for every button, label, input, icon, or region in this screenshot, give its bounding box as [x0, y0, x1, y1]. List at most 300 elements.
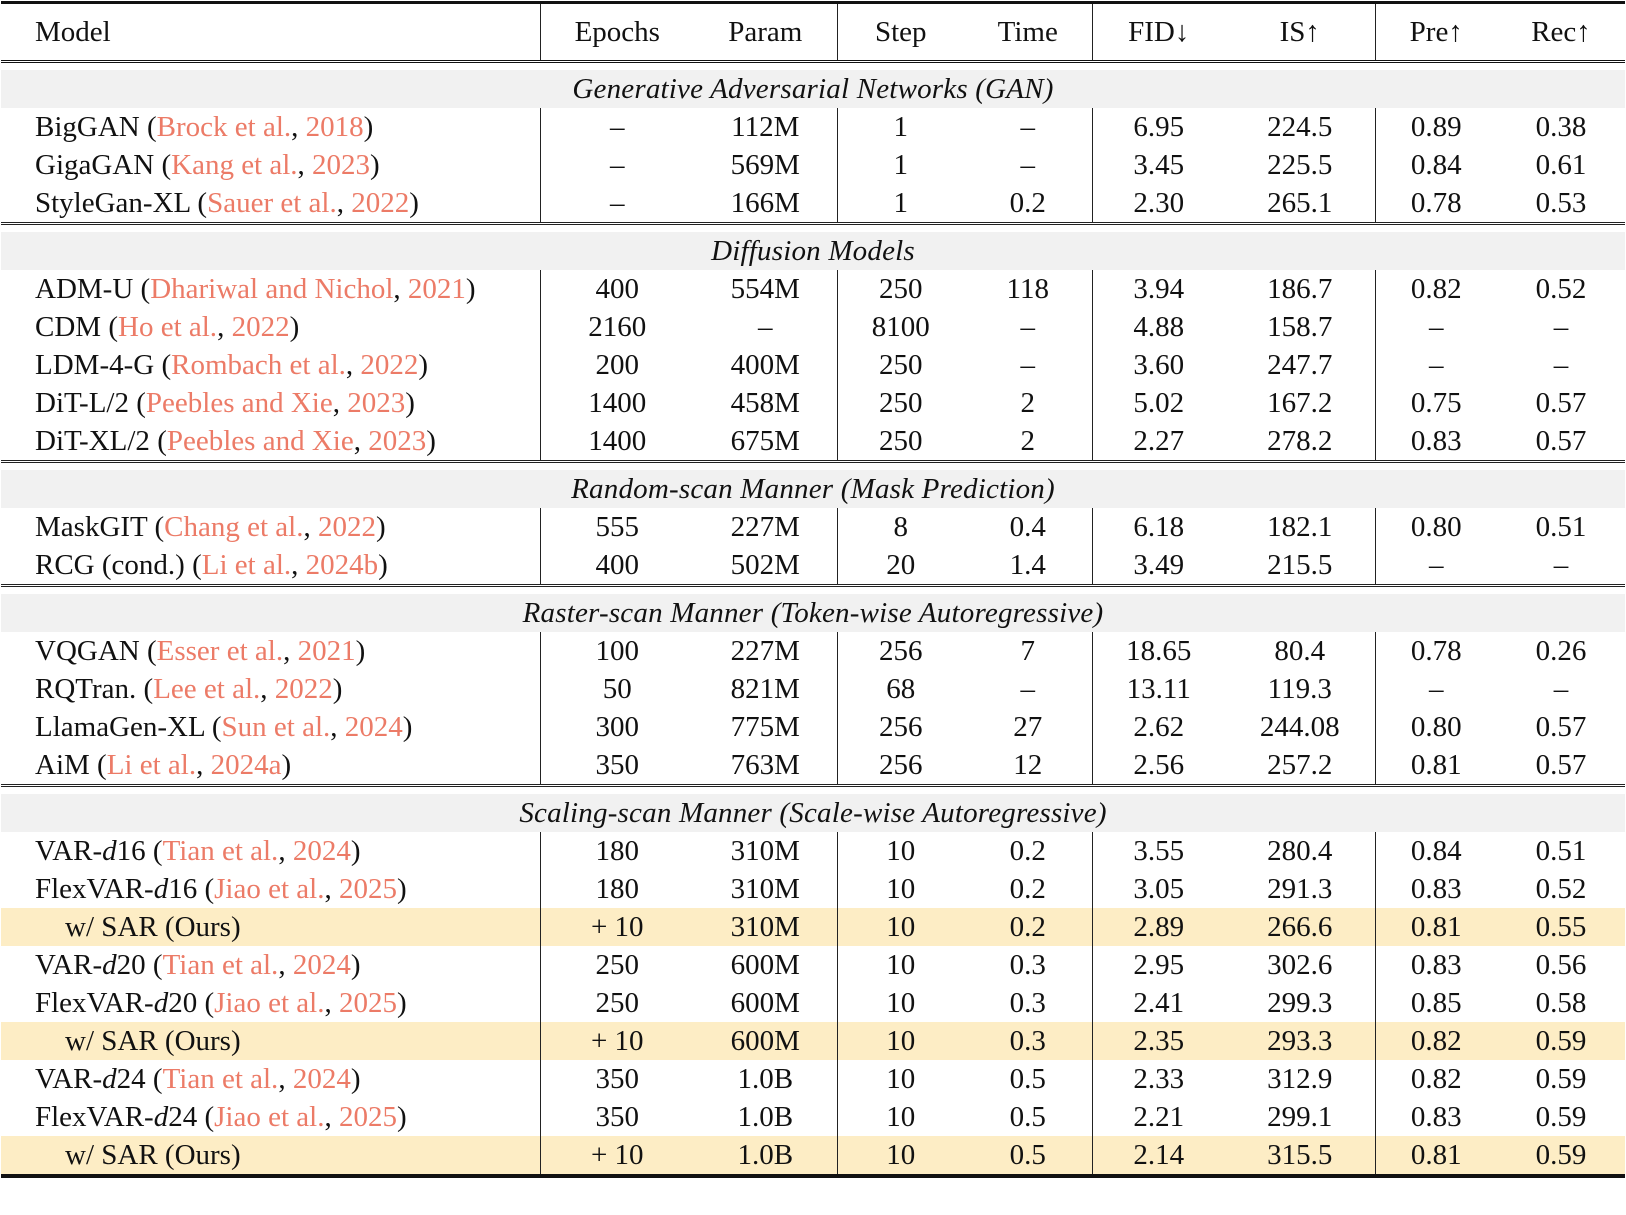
model-depth-value: 20: [168, 987, 198, 1019]
time-cell: 118: [1006, 273, 1049, 305]
step-cell: 250: [837, 346, 964, 384]
model-depth-symbol: d: [102, 835, 117, 867]
step-cell: 1: [837, 108, 964, 146]
citation-year-link[interactable]: 2022: [360, 349, 419, 381]
epochs-cell: –: [540, 108, 694, 146]
epochs-cell: 2160: [540, 308, 694, 346]
pre-cell: 0.80: [1375, 508, 1497, 546]
param-cell: –: [758, 311, 773, 343]
rec-cell: –: [1553, 673, 1569, 705]
table-row: [1, 146, 1625, 184]
model-name: ADM-U: [35, 273, 134, 305]
table-row: [1, 184, 1625, 224]
citation-author-link[interactable]: Sauer et al.: [207, 187, 337, 219]
epochs-cell: 250: [540, 984, 694, 1022]
column-header-epochs: Epochs: [540, 3, 694, 62]
is-cell: 247.7: [1267, 349, 1333, 381]
section-header: [1, 70, 1625, 108]
step-cell: 8100: [837, 308, 964, 346]
citation-author-link[interactable]: Ho et al.: [118, 311, 218, 343]
fid-cell: 13.11: [1092, 670, 1225, 708]
param-cell: 569M: [730, 149, 800, 181]
step-cell: 10: [837, 908, 964, 946]
rec-cell: 0.61: [1535, 149, 1587, 181]
rec-cell: 0.38: [1535, 111, 1587, 143]
epochs-cell: + 10: [540, 1136, 694, 1176]
param-cell: 675M: [694, 422, 837, 462]
table-row: [1, 870, 1625, 908]
model-cell: ADM-U (Dhariwal and Nichol, 2021): [35, 273, 476, 305]
citation-year-link[interactable]: 2024: [292, 949, 351, 981]
column-header-is: IS↑: [1225, 3, 1375, 62]
param-cell: 458M: [730, 387, 800, 419]
pre-cell: 0.83: [1375, 1098, 1497, 1136]
step-cell: 256: [837, 632, 964, 670]
rec-cell: –: [1497, 546, 1625, 586]
step-cell: 10: [837, 870, 964, 908]
table-row: [1, 1098, 1625, 1136]
rec-cell: 0.57: [1535, 711, 1587, 743]
param-cell: 166M: [694, 184, 837, 224]
pre-cell: 0.83: [1375, 422, 1497, 462]
model-depth-symbol: d: [153, 873, 169, 905]
is-cell: 224.5: [1267, 111, 1333, 143]
citation-year-link[interactable]: 2023: [312, 149, 371, 181]
is-cell: 186.7: [1267, 273, 1333, 305]
model-name: DiT-XL/2: [35, 425, 150, 457]
table-row: [1, 746, 1625, 786]
citation-author-link[interactable]: Jiao et al.: [214, 987, 325, 1019]
section-title: Random-scan Manner (Mask Prediction): [1, 470, 1625, 508]
fid-cell: 3.94: [1092, 270, 1225, 308]
section-header: [1, 794, 1625, 832]
epochs-cell: 180: [540, 870, 694, 908]
param-cell: 112M: [731, 111, 800, 143]
table-row: [1, 546, 1625, 586]
is-cell: 278.2: [1225, 422, 1375, 462]
model-depth-symbol: d: [102, 949, 117, 981]
model-name: w/ SAR (Ours): [65, 911, 241, 943]
epochs-cell: 350: [540, 746, 694, 786]
fid-cell: 2.21: [1092, 1098, 1225, 1136]
citation-author-link[interactable]: Jiao et al.: [214, 1101, 325, 1133]
fid-cell: 2.56: [1092, 746, 1225, 786]
model-name: FlexVAR-: [35, 873, 154, 905]
model-cell: VQGAN (Esser et al., 2021): [35, 635, 366, 667]
citation-author-link[interactable]: Tian et al.: [162, 835, 279, 867]
step-cell: 1: [837, 146, 964, 184]
is-cell: 299.3: [1267, 987, 1333, 1019]
fid-cell: 3.49: [1092, 546, 1225, 586]
param-cell: 600M: [694, 1022, 837, 1060]
pre-cell: 0.83: [1375, 870, 1497, 908]
citation-year-link[interactable]: 2024a: [210, 749, 282, 781]
citation-author-link[interactable]: Chang et al.: [164, 511, 304, 543]
param-cell: 502M: [694, 546, 837, 586]
time-cell: 0.2: [964, 908, 1092, 946]
citation-author-link[interactable]: Lee et al.: [153, 673, 261, 705]
model-name: AiM: [35, 749, 90, 781]
is-cell: 119.3: [1267, 673, 1332, 705]
model-name: RCG (cond.): [35, 549, 185, 581]
section-header: [1, 594, 1625, 632]
model-name: CDM: [35, 311, 102, 343]
time-cell: 0.3: [1009, 949, 1046, 981]
citation-author-link[interactable]: Tian et al.: [162, 1063, 279, 1095]
section-title: Diffusion Models: [1, 232, 1625, 270]
model-depth-symbol: d: [102, 1063, 117, 1095]
param-cell: 821M: [730, 673, 800, 705]
step-cell: 256: [837, 746, 964, 786]
is-cell: 299.1: [1267, 1101, 1333, 1133]
pre-cell: 0.84: [1375, 832, 1497, 870]
model-name: FlexVAR-: [35, 1101, 154, 1133]
model-depth-value: 16: [116, 835, 146, 867]
citation-author-link[interactable]: Li et al.: [106, 749, 197, 781]
is-cell: 158.7: [1267, 311, 1333, 343]
step-cell: 250: [837, 270, 964, 308]
model-name: LlamaGen-XL: [35, 711, 205, 743]
step-cell: 256: [837, 708, 964, 746]
model-cell: DiT-L/2 (Peebles and Xie, 2023): [35, 387, 415, 419]
model-cell: CDM (Ho et al., 2022): [35, 311, 300, 343]
rec-cell: 0.59: [1535, 1101, 1587, 1133]
model-name: VQGAN: [35, 635, 140, 667]
model-depth-value: 16: [168, 873, 198, 905]
pre-cell: 0.82: [1375, 1022, 1497, 1060]
model-cell: VAR-d20 (Tian et al., 2024): [35, 949, 361, 981]
table-header: [1, 3, 1625, 62]
column-header-pre: Pre↑: [1375, 3, 1497, 62]
table-row: [1, 832, 1625, 870]
step-cell: 20: [837, 546, 964, 586]
epochs-cell: –: [540, 184, 694, 224]
epochs-cell: –: [540, 146, 694, 184]
is-cell: 315.5: [1225, 1136, 1375, 1176]
epochs-cell: 50: [540, 670, 694, 708]
fid-cell: 2.95: [1092, 946, 1225, 984]
is-cell: 225.5: [1267, 149, 1333, 181]
model-name: StyleGan-XL: [35, 187, 191, 219]
param-cell: 554M: [730, 273, 800, 305]
section-header: [1, 232, 1625, 270]
table-row: [1, 946, 1625, 984]
model-cell: VAR-d16 (Tian et al., 2024): [35, 835, 361, 867]
pre-cell: 0.78: [1375, 632, 1497, 670]
time-cell: 0.5: [964, 1136, 1092, 1176]
pre-cell: 0.82: [1375, 1060, 1497, 1098]
param-cell: 1.0B: [694, 1136, 837, 1176]
citation-year-link[interactable]: 2022: [274, 673, 333, 705]
step-cell: 10: [837, 1136, 964, 1176]
pre-cell: –: [1375, 346, 1497, 384]
table-row-ours: [1, 1136, 1625, 1176]
time-cell: 0.4: [1009, 511, 1046, 543]
citation-year-link[interactable]: 2022: [317, 511, 376, 543]
time-cell: –: [1020, 311, 1035, 343]
table-row: [1, 270, 1625, 308]
table-row: [1, 708, 1625, 746]
citation-author-link[interactable]: Brock et al.: [156, 111, 292, 143]
is-cell: 182.1: [1267, 511, 1333, 543]
fid-cell: 6.95: [1092, 108, 1225, 146]
column-header-model: Model: [1, 3, 540, 62]
citation-year-link[interactable]: 2023: [347, 387, 406, 419]
model-cell: AiM (Li et al., 2024a): [1, 746, 540, 786]
model-cell: [1, 1022, 540, 1060]
epochs-cell: 180: [540, 832, 694, 870]
is-cell: 265.1: [1225, 184, 1375, 224]
time-cell: 7: [1020, 635, 1035, 667]
rec-cell: 0.26: [1535, 635, 1587, 667]
table-row: [1, 346, 1625, 384]
is-cell: 302.6: [1267, 949, 1333, 981]
fid-cell: 2.35: [1092, 1022, 1225, 1060]
model-name: VAR-: [35, 949, 103, 981]
model-cell: FlexVAR-d20 (Jiao et al., 2025): [35, 987, 407, 1019]
param-cell: 310M: [694, 908, 837, 946]
citation-author-link[interactable]: Rombach et al.: [171, 349, 346, 381]
is-cell: 80.4: [1274, 635, 1326, 667]
model-name: FlexVAR-: [35, 987, 154, 1019]
fid-cell: 2.62: [1092, 708, 1225, 746]
epochs-cell: 1400: [540, 422, 694, 462]
time-cell: 2: [1020, 387, 1035, 419]
fid-cell: 3.05: [1092, 870, 1225, 908]
is-cell: 167.2: [1267, 387, 1333, 419]
fid-cell: 3.55: [1092, 832, 1225, 870]
fid-cell: 2.30: [1092, 184, 1225, 224]
citation-author-link[interactable]: Esser et al.: [156, 635, 284, 667]
model-cell: BigGAN (Brock et al., 2018): [35, 111, 374, 143]
section-title: Generative Adversarial Networks (GAN): [1, 70, 1625, 108]
is-cell: 312.9: [1267, 1063, 1333, 1095]
citation-author-link[interactable]: Kang et al.: [171, 149, 298, 181]
pre-cell: 0.75: [1375, 384, 1497, 422]
fid-cell: 2.33: [1092, 1060, 1225, 1098]
table-row: [1, 308, 1625, 346]
time-cell: 0.2: [1009, 873, 1046, 905]
model-name: w/ SAR (Ours): [65, 1139, 241, 1171]
column-header-step: Step: [837, 3, 964, 62]
citation-year-link[interactable]: 2022: [231, 311, 290, 343]
epochs-cell: 350: [540, 1098, 694, 1136]
model-depth-symbol: d: [153, 1101, 169, 1133]
rec-cell: 0.52: [1535, 873, 1587, 905]
citation-year-link[interactable]: 2025: [338, 987, 397, 1019]
is-cell: 266.6: [1225, 908, 1375, 946]
step-cell: 10: [837, 1098, 964, 1136]
param-cell: 1.0B: [737, 1101, 794, 1133]
step-cell: 1: [837, 184, 964, 224]
is-cell: 293.3: [1225, 1022, 1375, 1060]
citation-year-link[interactable]: 2024b: [305, 549, 379, 581]
is-cell: 291.3: [1267, 873, 1333, 905]
fid-cell: 6.18: [1092, 508, 1225, 546]
model-depth-value: 24: [168, 1101, 198, 1133]
citation-author-link[interactable]: Sun et al.: [221, 711, 331, 743]
model-name: MaskGIT: [35, 511, 148, 543]
table-body: [1, 62, 1625, 1177]
citation-author-link[interactable]: Dhariwal and Nichol: [150, 273, 394, 305]
is-cell: 257.2: [1225, 746, 1375, 786]
time-cell: 0.3: [1009, 987, 1046, 1019]
rec-cell: –: [1553, 349, 1569, 381]
model-depth-value: 20: [116, 949, 146, 981]
param-cell: 227M: [730, 511, 800, 543]
citation-year-link[interactable]: 2021: [297, 635, 356, 667]
epochs-cell: 350: [540, 1060, 694, 1098]
model-cell: LlamaGen-XL (Sun et al., 2024): [35, 711, 413, 743]
citation-author-link[interactable]: Jiao et al.: [214, 873, 325, 905]
rec-cell: 0.53: [1497, 184, 1625, 224]
citation-author-link[interactable]: Peebles and Xie: [166, 425, 354, 457]
step-cell: 10: [837, 946, 964, 984]
param-cell: 763M: [694, 746, 837, 786]
citation-year-link[interactable]: 2021: [407, 273, 466, 305]
time-cell: 0.3: [964, 1022, 1092, 1060]
param-cell: 400M: [730, 349, 800, 381]
step-cell: 10: [837, 832, 964, 870]
fid-cell: 2.89: [1092, 908, 1225, 946]
table-row: [1, 508, 1625, 546]
table-row-ours: [1, 1022, 1625, 1060]
section-title: Raster-scan Manner (Token-wise Autoregressive): [1, 594, 1625, 632]
citation-year-link[interactable]: 2024: [292, 1063, 351, 1095]
epochs-cell: + 10: [540, 908, 694, 946]
is-cell: 215.5: [1225, 546, 1375, 586]
model-cell: StyleGan-XL (Sauer et al., 2022): [1, 184, 540, 224]
step-cell: 8: [837, 508, 964, 546]
model-name: DiT-L/2: [35, 387, 129, 419]
time-cell: –: [1020, 149, 1035, 181]
epochs-cell: 250: [540, 946, 694, 984]
model-name: GigaGAN: [35, 149, 155, 181]
citation-year-link[interactable]: 2024: [292, 835, 351, 867]
column-header-param: Param: [694, 3, 837, 62]
epochs-cell: 555: [540, 508, 694, 546]
comparison-table: [1, 1, 1625, 1178]
citation-year-link[interactable]: 2023: [368, 425, 427, 457]
param-cell: 227M: [730, 635, 800, 667]
epochs-cell: 300: [540, 708, 694, 746]
fid-cell: 3.60: [1092, 346, 1225, 384]
model-cell: VAR-d24 (Tian et al., 2024): [35, 1063, 361, 1095]
table-row: [1, 1060, 1625, 1098]
is-cell: 244.08: [1259, 711, 1340, 743]
model-cell: LDM-4-G (Rombach et al., 2022): [35, 349, 429, 381]
time-cell: 0.2: [964, 184, 1092, 224]
model-cell: RQTran. (Lee et al., 2022): [35, 673, 343, 705]
citation-year-link[interactable]: 2025: [338, 1101, 397, 1133]
column-header-rec: Rec↑: [1497, 3, 1625, 62]
step-cell: 10: [837, 984, 964, 1022]
rec-cell: 0.59: [1535, 1063, 1587, 1095]
model-name: VAR-: [35, 1063, 103, 1095]
rec-cell: 0.51: [1535, 835, 1587, 867]
is-cell: 280.4: [1267, 835, 1333, 867]
rec-cell: 0.59: [1497, 1136, 1625, 1176]
time-cell: –: [1020, 111, 1035, 143]
column-header-time: Time: [964, 3, 1092, 62]
rec-cell: 0.57: [1497, 422, 1625, 462]
rec-cell: 0.57: [1497, 746, 1625, 786]
time-cell: 27: [1013, 711, 1043, 743]
citation-year-link[interactable]: 2024: [344, 711, 403, 743]
pre-cell: –: [1375, 670, 1497, 708]
citation-author-link[interactable]: Li et al.: [201, 549, 292, 581]
rec-cell: 0.52: [1535, 273, 1587, 305]
citation-year-link[interactable]: 2022: [351, 187, 410, 219]
param-cell: 600M: [730, 987, 800, 1019]
time-cell: 2: [964, 422, 1092, 462]
model-cell: [1, 1136, 540, 1176]
model-cell: MaskGIT (Chang et al., 2022): [35, 511, 386, 543]
column-header-fid: FID↓: [1092, 3, 1225, 62]
step-cell: 250: [837, 422, 964, 462]
param-cell: 310M: [730, 835, 800, 867]
epochs-cell: + 10: [540, 1022, 694, 1060]
epochs-cell: 100: [540, 632, 694, 670]
param-cell: 1.0B: [737, 1063, 794, 1095]
model-cell: RCG (cond.) (Li et al., 2024b): [1, 546, 540, 586]
time-cell: 0.5: [1009, 1101, 1046, 1133]
time-cell: 0.5: [1009, 1063, 1046, 1095]
pre-cell: 0.82: [1375, 270, 1497, 308]
rec-cell: 0.51: [1535, 511, 1587, 543]
time-cell: –: [1020, 673, 1035, 705]
fid-cell: 4.88: [1092, 308, 1225, 346]
table-row: [1, 984, 1625, 1022]
time-cell: 12: [964, 746, 1092, 786]
table-row-ours: [1, 908, 1625, 946]
pre-cell: 0.81: [1375, 908, 1497, 946]
time-cell: 0.2: [1009, 835, 1046, 867]
citation-author-link[interactable]: Tian et al.: [162, 949, 279, 981]
table-row: [1, 422, 1625, 462]
model-cell: [1, 908, 540, 946]
step-cell: 68: [837, 670, 964, 708]
pre-cell: 0.78: [1375, 184, 1497, 224]
model-name: LDM-4-G: [35, 349, 155, 381]
model-name: BigGAN: [35, 111, 140, 143]
model-name: RQTran.: [35, 673, 137, 705]
param-cell: 775M: [730, 711, 800, 743]
model-cell: FlexVAR-d16 (Jiao et al., 2025): [35, 873, 407, 905]
rec-cell: 0.57: [1535, 387, 1587, 419]
fid-cell: 5.02: [1092, 384, 1225, 422]
citation-author-link[interactable]: Peebles and Xie: [145, 387, 333, 419]
fid-cell: 18.65: [1092, 632, 1225, 670]
model-name: VAR-: [35, 835, 103, 867]
model-cell: DiT-XL/2 (Peebles and Xie, 2023): [1, 422, 540, 462]
table-row: [1, 384, 1625, 422]
model-cell: FlexVAR-d24 (Jiao et al., 2025): [35, 1101, 407, 1133]
table-row: [1, 632, 1625, 670]
pre-cell: 0.80: [1375, 708, 1497, 746]
fid-cell: 2.27: [1092, 422, 1225, 462]
param-cell: 310M: [730, 873, 800, 905]
time-cell: 1.4: [964, 546, 1092, 586]
rec-cell: 0.59: [1497, 1022, 1625, 1060]
pre-cell: –: [1375, 546, 1497, 586]
citation-year-link[interactable]: 2025: [338, 873, 397, 905]
step-cell: 10: [837, 1060, 964, 1098]
rec-cell: 0.56: [1535, 949, 1587, 981]
epochs-cell: 400: [540, 270, 694, 308]
table-row: [1, 108, 1625, 146]
citation-year-link[interactable]: 2018: [305, 111, 364, 143]
